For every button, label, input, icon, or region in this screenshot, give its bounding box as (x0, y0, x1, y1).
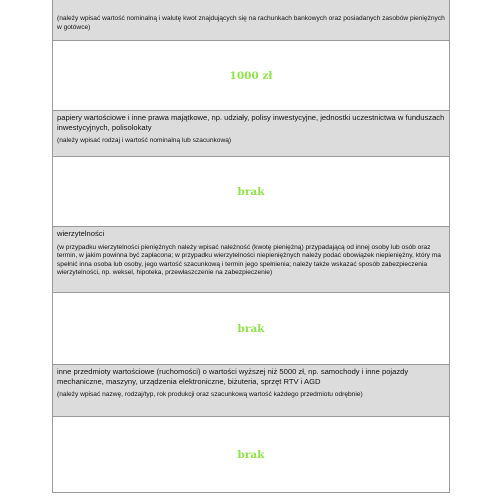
valuables-label-cell (53, 365, 449, 417)
cash-value: 1000 zł (229, 69, 273, 82)
declaration-form-sheet (52, 0, 450, 493)
valuables-value-cell (53, 417, 449, 492)
cash-label-cell (53, 0, 449, 41)
cash-note: (należy wpisać wartość nominalną i walutę kwot znajdujących się na rachunkach bankowych oraz posiadanych zasobów pieniężnych w gotówce) (57, 15, 445, 31)
receivables-note: (w przypadku wierzytelności pieniężnych należy wpisać należność (kwotę pieniężną) przypadającą od innej osoby lub osób oraz termin, w jakim powinna być zapłacona; w przypadku wierzytelności niepieniężnych należy podać obowiązek niepieniężny, który ma spełnić inna osoba lub osoby, jego wartość szacunkową i termin jego spełnienia; należy także wskazać sposób zabezpieczenia wierzytelności, np. weksel, hipoteka, przewłaszczenie na zabezpieczenie) (57, 243, 441, 277)
receivables-title: wierzytelności (57, 229, 105, 238)
receivables-value: brak (237, 322, 265, 335)
securities-title: papiery wartościowe i inne prawa majątkowe, np. udziały, polisy inwestycyjne, jednostki uczestnictwa w funduszach inwestycyjnych, polisolokaty (57, 113, 445, 132)
securities-note: (należy wpisać rodzaj i wartość nominalną lub szacunkową) (57, 137, 232, 145)
valuables-value: brak (237, 448, 265, 461)
receivables-label-cell (53, 227, 449, 293)
receivables-value-cell (53, 293, 449, 365)
valuables-note: (należy wpisać nazwę, rodzaj/typ, rok produkcji oraz szacunkową wartość każdego przedmiotu odrębnie) (57, 391, 363, 399)
cash-value-cell (53, 41, 449, 111)
securities-label-cell (53, 111, 449, 157)
securities-value: brak (237, 185, 265, 198)
securities-value-cell (53, 157, 449, 227)
valuables-title: inne przedmioty wartościowe (ruchomości) o wartości wyższej niż 5000 zł, np. samochody i inne pojazdy mechaniczne, maszyny, urządzenia elektroniczne, biżuteria, sprzęt RTV i AGD (57, 367, 409, 386)
